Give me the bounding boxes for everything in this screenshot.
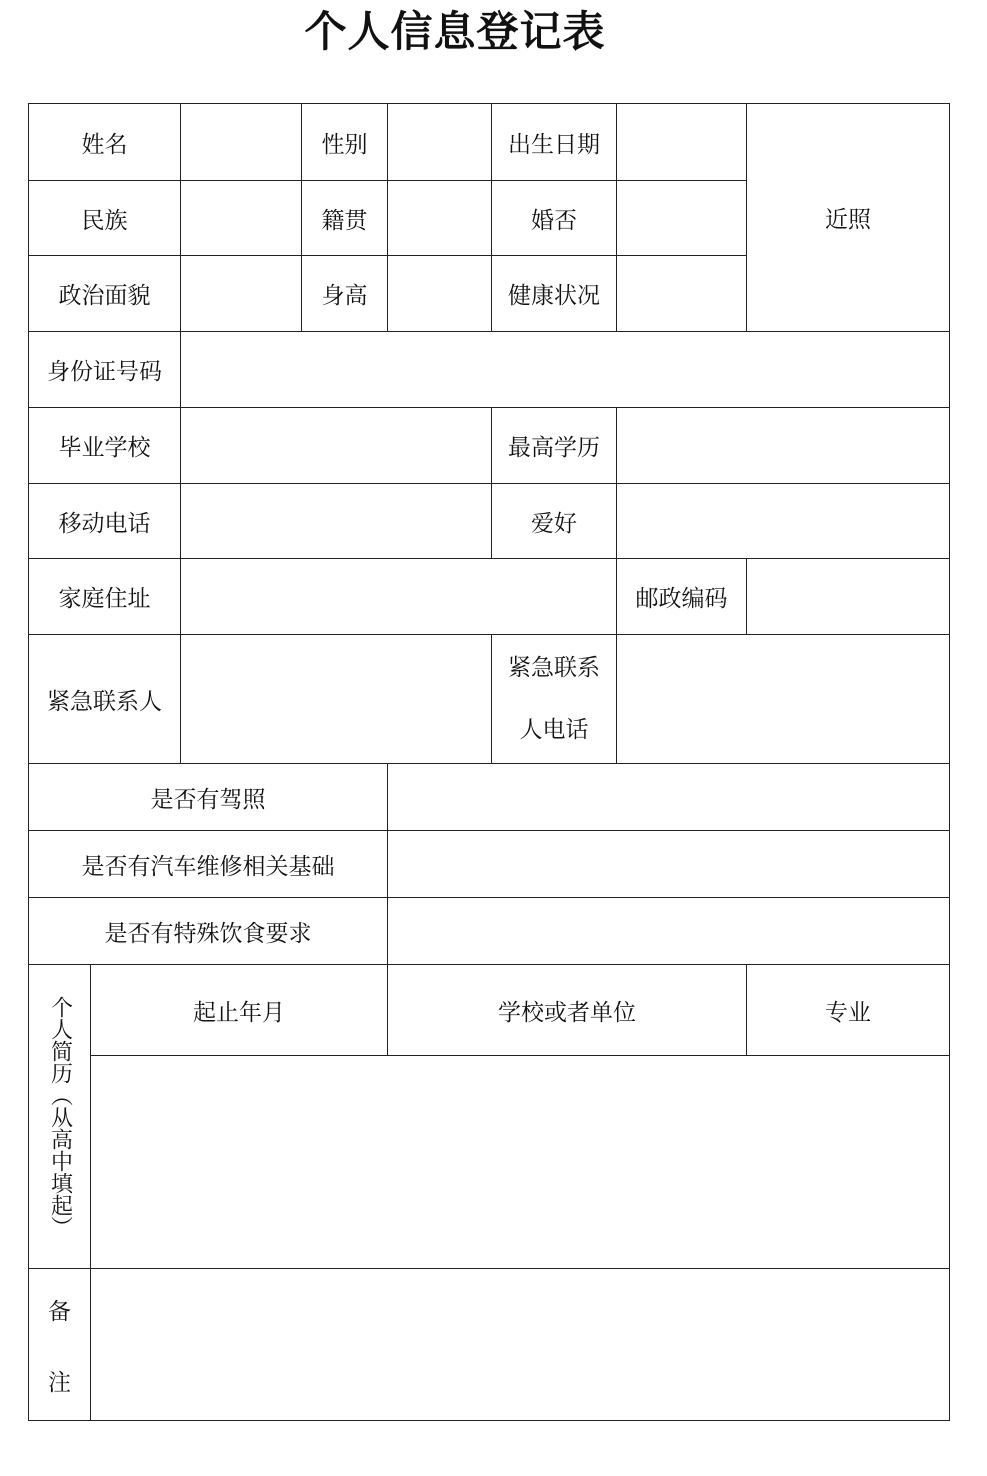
label-address: 家庭住址	[28, 558, 180, 634]
label-emergency-phone	[491, 634, 616, 763]
emergency-contact-field[interactable]	[180, 634, 491, 763]
ethnicity-field[interactable]	[180, 180, 301, 255]
hobby-field[interactable]	[616, 483, 950, 558]
education-field[interactable]	[616, 407, 950, 483]
label-emergency-contact: 紧急联系人	[28, 634, 180, 763]
postcode-field[interactable]	[746, 558, 950, 634]
resume-field[interactable]	[90, 1055, 950, 1268]
label-education: 最高学历	[491, 407, 616, 483]
resume-header-school: 学校或者单位	[387, 964, 746, 1055]
label-emergency-phone-line2: 人电话	[519, 717, 589, 743]
label-resume-text: 个人简历（从高中填起）	[47, 995, 73, 1238]
label-native-place: 籍贯	[301, 180, 387, 255]
label-name: 姓名	[28, 103, 180, 180]
gender-field[interactable]	[387, 103, 491, 180]
label-mobile: 移动电话	[28, 483, 180, 558]
photo-box[interactable]: 近照	[746, 103, 950, 331]
page-title: 个人信息登记表	[304, 7, 606, 56]
label-car-repair: 是否有汽车维修相关基础	[28, 830, 387, 897]
birth-date-field[interactable]	[616, 103, 746, 180]
label-gender: 性别	[301, 103, 387, 180]
address-field[interactable]	[180, 558, 616, 634]
name-field[interactable]	[180, 103, 301, 180]
label-resume	[28, 964, 90, 1268]
remarks-field[interactable]	[90, 1268, 950, 1421]
label-ethnicity: 民族	[28, 180, 180, 255]
resume-header-major: 专业	[746, 964, 950, 1055]
school-field[interactable]	[180, 407, 491, 483]
height-field[interactable]	[387, 255, 491, 331]
mobile-field[interactable]	[180, 483, 491, 558]
driver-license-field[interactable]	[387, 763, 950, 830]
label-postcode: 邮政编码	[616, 558, 746, 634]
health-status-field[interactable]	[616, 255, 746, 331]
label-emergency-phone-line1: 紧急联系	[508, 655, 600, 681]
political-status-field[interactable]	[180, 255, 301, 331]
label-marital-status: 婚否	[491, 180, 616, 255]
emergency-phone-field[interactable]	[616, 634, 950, 763]
label-height: 身高	[301, 255, 387, 331]
label-political-status: 政治面貌	[28, 255, 180, 331]
label-hobby: 爱好	[491, 483, 616, 558]
label-remarks	[28, 1268, 90, 1421]
label-driver-license: 是否有驾照	[28, 763, 387, 830]
label-birth-date: 出生日期	[491, 103, 616, 180]
label-remarks-line2: 注	[48, 1369, 71, 1396]
label-id-number: 身份证号码	[28, 331, 180, 407]
label-diet: 是否有特殊饮食要求	[28, 897, 387, 964]
id-number-field[interactable]	[180, 331, 950, 407]
marital-status-field[interactable]	[616, 180, 746, 255]
label-health-status: 健康状况	[491, 255, 616, 331]
diet-field[interactable]	[387, 897, 950, 964]
label-remarks-line1: 备	[48, 1298, 71, 1325]
resume-header-period: 起止年月	[90, 964, 387, 1055]
label-school: 毕业学校	[28, 407, 180, 483]
car-repair-field[interactable]	[387, 830, 950, 897]
native-place-field[interactable]	[387, 180, 491, 255]
